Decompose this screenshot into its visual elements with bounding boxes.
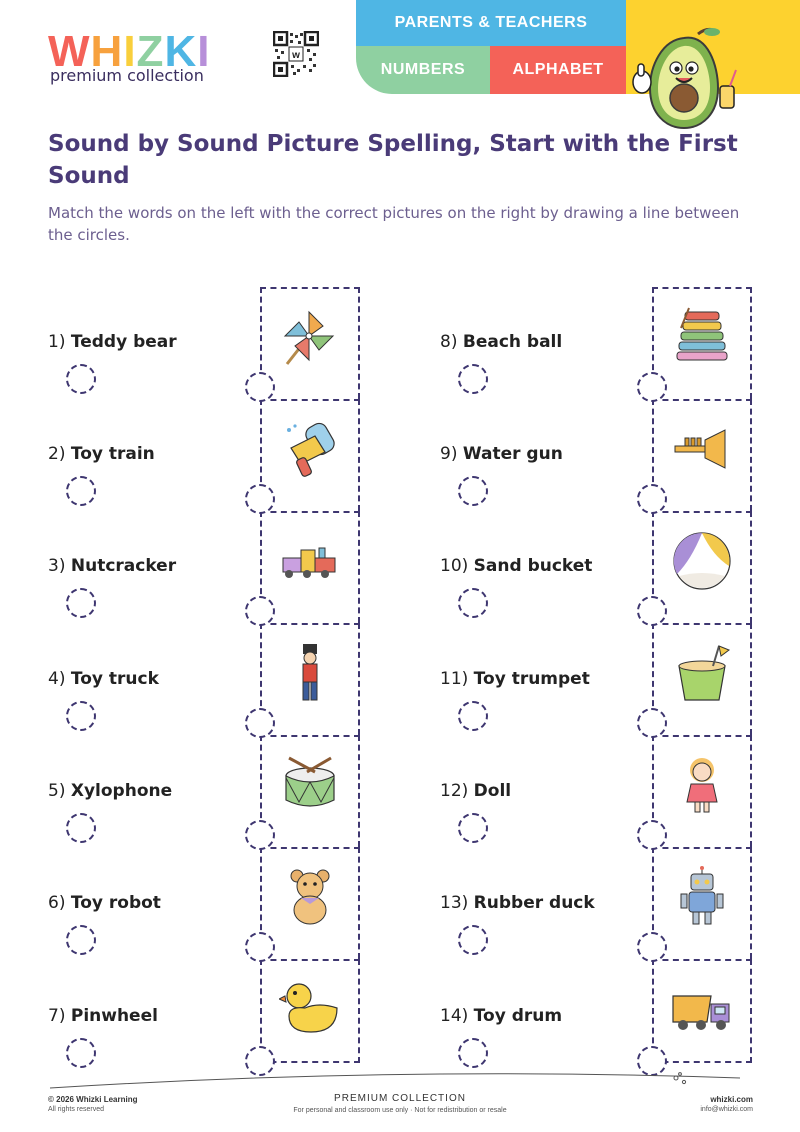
right-word-12	[440, 781, 511, 801]
right-picture-circle-5[interactable]	[637, 820, 667, 850]
left-picture-circle-5[interactable]	[245, 820, 275, 850]
right-word-circle-8[interactable]	[458, 364, 488, 394]
item-number: 11)	[440, 669, 469, 689]
logo-letter-w: W	[48, 27, 91, 76]
footer-usage: For personal and classroom use only · Not for redistribution or resale	[293, 1107, 507, 1114]
item-number: 8)	[440, 332, 458, 352]
item-word: Toy train	[70, 444, 155, 464]
left-word-4	[48, 669, 159, 689]
right-picture-circle-4[interactable]	[637, 708, 667, 738]
left-word-circle-2[interactable]	[66, 476, 96, 506]
nav-alphabet[interactable]: ALPHABET	[490, 46, 626, 94]
left-word-circle-5[interactable]	[66, 813, 96, 843]
logo-letter-i2: I	[197, 27, 211, 76]
left-word-3	[48, 556, 176, 576]
item-number: 14)	[440, 1006, 469, 1026]
nutcracker-icon	[279, 642, 341, 704]
avocado-mascot-icon	[628, 26, 740, 130]
pinwheel-icon	[279, 306, 341, 368]
doll-icon	[671, 754, 733, 816]
left-word-circle-3[interactable]	[66, 588, 96, 618]
footer-email-link[interactable]: info@whizki.com	[700, 1106, 753, 1113]
logo-letter-z: Z	[136, 27, 165, 76]
item-word: Nutcracker	[70, 556, 177, 576]
item-word: Toy robot	[70, 893, 161, 913]
right-word-13	[440, 893, 595, 913]
footer-copyright: © 2026 Whizki Learning	[48, 1095, 138, 1104]
footer-collection: PREMIUM COLLECTION	[334, 1093, 466, 1104]
item-number: 9)	[440, 444, 458, 464]
item-word: Beach ball	[462, 332, 563, 352]
item-word: Doll	[473, 781, 512, 801]
logo-subtitle: premium collection	[50, 66, 204, 85]
item-number: 4)	[48, 669, 66, 689]
item-word: Rubber duck	[473, 893, 595, 913]
footer-site-link[interactable]: whizki.com	[710, 1095, 753, 1104]
item-number: 12)	[440, 781, 469, 801]
left-picture-circle-4[interactable]	[245, 708, 275, 738]
item-number: 13)	[440, 893, 469, 913]
item-word: Pinwheel	[70, 1006, 158, 1026]
item-word: Xylophone	[70, 781, 173, 801]
logo-letter-k: K	[164, 27, 198, 76]
item-word: Water gun	[462, 444, 563, 464]
right-picture-circle-6[interactable]	[637, 932, 667, 962]
right-word-11	[440, 669, 590, 689]
left-picture-circle-1[interactable]	[245, 372, 275, 402]
rubber-duck-icon	[279, 978, 341, 1040]
qr-code-icon	[273, 31, 319, 77]
nav-numbers[interactable]: NUMBERS	[356, 46, 490, 94]
robot-icon	[671, 866, 733, 928]
left-word-circle-4[interactable]	[66, 701, 96, 731]
footer-rights: All rights reserved	[48, 1106, 105, 1113]
item-word: Teddy bear	[70, 332, 177, 352]
right-word-14	[440, 1006, 562, 1026]
logo-letter-i: I	[123, 27, 137, 76]
item-word: Toy drum	[473, 1006, 563, 1026]
left-word-circle-1[interactable]	[66, 364, 96, 394]
item-number: 10)	[440, 556, 469, 576]
footer-divider	[40, 1056, 760, 1096]
xylophone-icon	[671, 306, 733, 368]
toy-truck-icon	[671, 978, 733, 1040]
right-word-circle-12[interactable]	[458, 813, 488, 843]
right-word-circle-11[interactable]	[458, 701, 488, 731]
water-gun-icon	[279, 418, 341, 480]
right-word-10	[440, 556, 592, 576]
left-word-circle-6[interactable]	[66, 925, 96, 955]
item-word: Toy trumpet	[473, 669, 590, 689]
right-word-circle-10[interactable]	[458, 588, 488, 618]
right-picture-circle-3[interactable]	[637, 596, 667, 626]
left-picture-circle-3[interactable]	[245, 596, 275, 626]
right-picture-circle-1[interactable]	[637, 372, 667, 402]
item-number: 2)	[48, 444, 66, 464]
toy-train-icon	[279, 530, 341, 592]
beach-ball-icon	[671, 530, 733, 592]
left-picture-circle-6[interactable]	[245, 932, 275, 962]
item-number: 3)	[48, 556, 66, 576]
teddy-bear-icon	[279, 866, 341, 928]
left-word-7	[48, 1006, 158, 1026]
right-word-circle-13[interactable]	[458, 925, 488, 955]
trumpet-icon	[671, 418, 733, 480]
item-number: 5)	[48, 781, 66, 801]
nav-parents-teachers[interactable]: PARENTS & TEACHERS	[356, 0, 626, 46]
right-word-circle-9[interactable]	[458, 476, 488, 506]
right-word-9	[440, 444, 563, 464]
drum-icon	[279, 754, 341, 816]
svg-text:w: w	[292, 50, 300, 61]
right-picture-circle-2[interactable]	[637, 484, 667, 514]
worksheet-instructions: Match the words on the left with the correct pictures on the right by drawing a line between the circles.	[48, 204, 740, 244]
item-word: Toy truck	[70, 669, 159, 689]
left-word-1	[48, 332, 177, 352]
left-picture-circle-2[interactable]	[245, 484, 275, 514]
logo-letter-h: H	[90, 27, 124, 76]
item-number: 7)	[48, 1006, 66, 1026]
item-word: Sand bucket	[473, 556, 593, 576]
item-number: 1)	[48, 332, 66, 352]
right-word-8	[440, 332, 562, 352]
left-word-2	[48, 444, 155, 464]
worksheet-title: Sound by Sound Picture Spelling, Start with the First Sound	[48, 131, 738, 189]
left-word-5	[48, 781, 172, 801]
left-word-6	[48, 893, 161, 913]
item-number: 6)	[48, 893, 66, 913]
sand-bucket-icon	[671, 642, 733, 704]
